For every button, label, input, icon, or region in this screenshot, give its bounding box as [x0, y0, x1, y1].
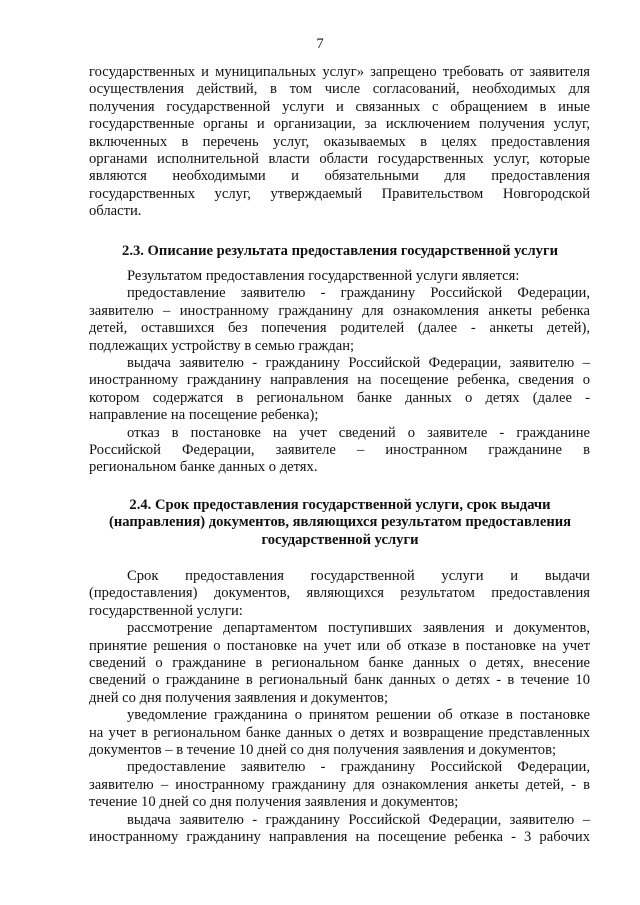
text-line: государственной услуги: — [89, 602, 243, 619]
text-line: выдача заявителю - гражданину Российской Федерации, заявителю – — [127, 355, 590, 372]
heading-line: (направления) документов, являющихся результатом предоставления — [108, 514, 572, 531]
text-line: подлежащих устройству в семью граждан; — [89, 337, 355, 354]
text-line: государственных и муниципальных услуг» запрещено требовать от заявителя — [89, 64, 590, 80]
section-heading-2-3: 2.3. Описание результата предоставления государственной услуги — [122, 243, 558, 259]
text-line: региональном банке данных о детях. — [89, 459, 318, 476]
text-line: дней со дня получения заявления и документов; — [89, 689, 388, 706]
heading-line: 2.4. Срок предоставления государственной услуги, срок выдачи — [129, 497, 551, 513]
text-line: отказ в постановке на учет сведений о заявителе - гражданине — [127, 424, 590, 441]
text-line: предоставление заявителю - гражданину Российской Федерации, — [127, 285, 590, 302]
text-line: Российской Федерации, заявителе – иностранном гражданине в — [89, 442, 590, 459]
text-line: направление на посещение ребенка); — [89, 407, 319, 424]
section-2-4-body — [89, 568, 590, 847]
text-line: рассмотрение департаментом поступивших заявления и документов, — [127, 620, 590, 637]
text-line: детей, оставшихся без попечения родителей (далее - анкеты детей), — [89, 320, 590, 337]
heading-line: государственной услуги — [261, 531, 419, 548]
section-2-3-body — [89, 268, 590, 477]
text-line: иностранному гражданину направления на посещение ребенка - 3 рабочих — [89, 829, 590, 846]
text-line: сведений о гражданине в региональном банке данных о детях, внесение — [89, 655, 590, 672]
text-line: (предоставления) документов, являющихся результатом предоставления — [89, 585, 590, 602]
text-line: осуществления действий, в том числе согласований, необходимых для — [89, 81, 590, 98]
text-line: течение 10 дней со дня получения заявления и документов; — [89, 794, 459, 811]
paragraph-services-restriction — [89, 64, 590, 221]
text-line: на учет в региональном банке данных о детях и возвращение представленных — [89, 724, 590, 741]
text-line: заявителю – иностранному гражданину для ознакомления анкеты детей, - в — [89, 776, 590, 793]
text-line: Результатом предоставления государственной услуги является: — [127, 268, 520, 284]
text-line: предоставление заявителю - гражданину Российской Федерации, — [127, 759, 590, 776]
text-line: принятие решения о постановке на учет или об отказе в постановке на учет — [89, 637, 590, 654]
text-line: области. — [89, 203, 142, 220]
text-line: государственных услуг, утверждаемый Правительством Новгородской — [89, 185, 590, 202]
text-line: органами исполнительной власти области государственных услуг, которые — [89, 151, 590, 168]
text-line: уведомление гражданина о принятом решении об отказе в постановке — [127, 707, 590, 724]
text-line: иностранному гражданину направления на посещение ребенка, сведения о — [89, 372, 590, 389]
text-line: включенных в перечень услуг, оказываемых в целях предоставления — [89, 133, 590, 150]
text-line: государственные органы и организации, за исключением получения услуг, — [89, 116, 590, 133]
text-line: выдача заявителю - гражданину Российской Федерации, заявителю – — [127, 811, 590, 828]
page-number: 7 — [316, 36, 324, 52]
text-line: сведений о гражданине в региональный банк данных о детях - в течение 10 — [89, 672, 590, 689]
text-line: Срок предоставления государственной услуги и выдачи — [127, 568, 590, 584]
text-line: являются необходимыми и обязательными для предоставления — [89, 168, 590, 185]
text-line: заявителю – иностранному гражданину для ознакомления анкеты ребенка — [89, 302, 590, 319]
text-line: документов – в течение 10 дней со дня получения заявления и документов; — [89, 742, 557, 759]
text-line: котором содержатся в региональном банке данных о детях (далее - — [89, 389, 590, 406]
section-heading-2-4 — [60, 497, 620, 549]
text-line: получения государственной услуги и связанных с обращением в иные — [89, 98, 590, 115]
